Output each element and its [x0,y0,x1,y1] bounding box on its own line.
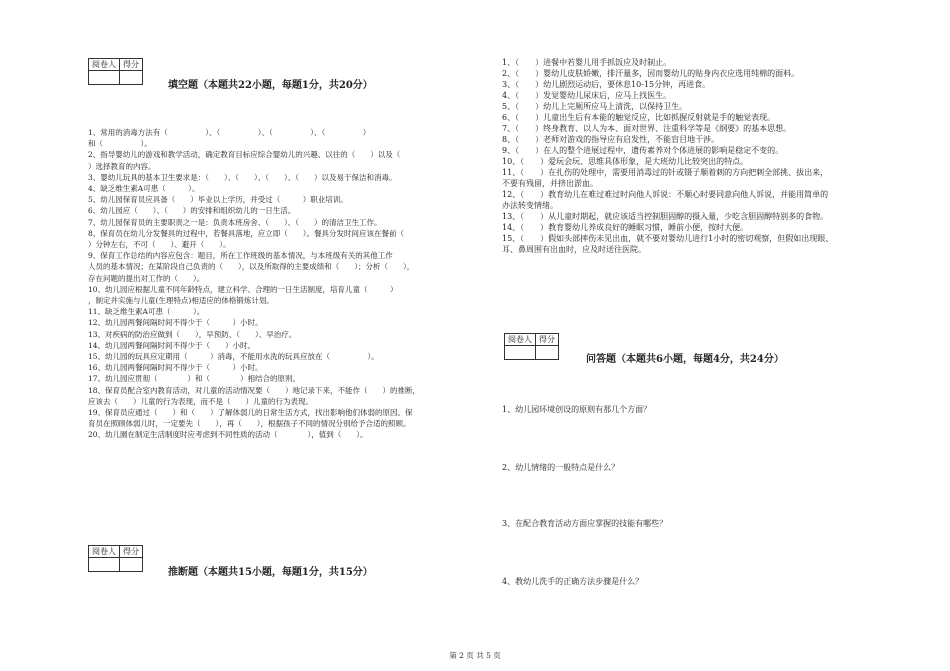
fill-line: 19、保育员应通过（ ）和（ ）了解体弱儿的日常生活方式，找出影响他们体弱的原因。保 [88,408,413,418]
fill-line: 4、缺乏维生素A可患（ ）。 [88,184,200,194]
fill-line: 17、幼儿园应贯彻（ ）和（ ）相结合的原则。 [88,374,301,384]
fill-line: 人员的基本情况；在某阶段自己负责的（ ），以及所取得的主要成绩和（ ）；分析（ ）， [88,262,415,272]
judge-line: 12、（ ）教育幼儿在难过难过时向他人诉说：不顺心时要同意向他人诉说，并能用简单的 [502,190,829,199]
judge-line: 10、（ ）爱玩会玩、思维具体形象，是大班幼儿比较突出的特点。 [502,157,749,166]
fill-line: 2、指导婴幼儿的游戏和教学活动，确定教育目标应综合婴幼儿的兴趣、以往的（ ）以及（ [88,150,401,160]
fill-line: 9、保育工作总结的内容应包含：题目，所在工作班级的基本情况，与本班级有关的其他工作 [88,251,393,261]
judge-question-list [502,57,914,255]
fill-line: 18、保育员配合室内教育活动，对儿童的活动情况要（ ）地记录下来，不能作（ ）的推断， [88,385,421,395]
grader-cell [505,346,536,360]
judge-line: 3、（ ）幼儿剧烈运动后，要休息10-15分钟，再进食。 [502,80,711,89]
fill-section-title: 填空题（本题共22小题，每题1分，共20分） [168,80,373,91]
fill-line: 11、缺乏维生素A可患（ ）。 [88,307,205,317]
score-table-judge [88,545,143,572]
grader-label: 阅卷人 [505,334,536,346]
judge-line: 1、（ ）进餐中若婴儿用手抓饭应及时制止。 [502,58,672,67]
essay-question: 1、幼儿园环境创设的原则有那几个方面？ [502,405,652,414]
fill-line: 20、幼儿園在制定生活制度时应考虑到不同性质的活动（ ），值到（ ）。 [88,430,368,440]
score-label: 得分 [120,546,143,558]
judge-line: 14、（ ）教育婴幼儿养成良好的睡眠习惯，睡前小便，按时大便。 [502,223,749,232]
essay-question: 4、教幼儿洗手的正确方法步骤是什么？ [502,577,644,586]
judge-line: 7、（ ）终身教育、以人为本、面对世界、注重科学等是《纲要》的基本思想。 [502,124,792,133]
judge-line: 不要有残留，并挤出淤血。 [502,179,598,188]
essay-question: 3、在配合教育活动方面应掌握的技能有哪些？ [502,519,668,528]
fill-line: 14、幼儿园两餐间隔时间不得少于（ ）小时。 [88,340,256,350]
essay-section-title: 问答题（本题共6小题，每题4分，共24分） [586,354,784,365]
fill-question-list [88,127,492,441]
fill-line: 7、幼儿园保育员的主要职责之一是：负责本班房舍、（ ）、（ ）的清洁卫生工作。 [88,217,382,227]
fill-line: 8、保育员在幼儿分发餐具的过程中，若餐具落地，应立即（ ）。餐具分发时间应该在餐前（ [88,228,405,238]
judge-line: 11、（ ）在扎伤的处理中，需要用消毒过的针或镊子顺着刺的方向把刺全部挑、拔出来， [502,168,829,177]
fill-line: 和（ ）。 [88,139,152,149]
fill-line: 10、幼儿园应根据儿童不同年龄特点，建立科学、合理的一日生活制度，培育儿童（ ） [88,284,398,294]
fill-line: 13、对疾病的防治应做到（ ），早预防、（ ）、早治疗。 [88,329,297,339]
fill-line: 存在问题的提出对工作的（ ）。 [88,273,205,283]
grader-label: 阅卷人 [89,59,120,71]
page-footer: 第 2 页 共 5 页 [449,651,501,660]
judge-section-title: 推断题（本题共15小题，每题1分，共15分） [168,567,373,578]
fill-line: 16、幼儿园两餐间隔时间不得少于（ ）小时。 [88,363,263,373]
judge-line: 耳、鼻周围有出血时，应及时送往医院。 [502,245,646,254]
judge-line: 15、（ ）假如头部摔伤未见出血，就不要对婴幼儿进行1小时的密切观察，但假如出现眼、 [502,234,834,243]
fill-line: 应该去（ ）儿童的行为表现，而不是（ ）儿童的行为表现。 [88,396,313,406]
fill-line: 12、幼儿园两餐间隔时间不得少于（ ）小时。 [88,318,263,328]
judge-line: 办法转变情绪。 [502,201,558,210]
fill-line: ）选择教育的内容。 [88,161,156,171]
judge-line: 9、（ ）在人的整个进展过程中，遗传素养对个体进展的影响是稳定不变的。 [502,146,784,155]
score-cell [120,558,143,572]
fill-line: 育员在照顾体弱儿时，一定要先（ ），再（ ），根据孩子不同的情况分别给予合适的照顾。 [88,419,411,429]
score-cell [536,346,559,360]
essay-question: 2、幼儿情绪的一般特点是什么？ [502,463,620,472]
judge-line: 5、（ ）幼儿上完厕所应马上清洗，以保持卫生。 [502,102,688,111]
score-label: 得分 [536,334,559,346]
judge-line: 6、（ ）儿童出生后有本能的触觉反应，比如抓握反射就是手的触觉表现。 [502,113,776,122]
judge-line: 4、（ ）发觉婴幼儿尿床后，应马上找医生。 [502,91,672,100]
fill-line: 5、幼儿园保育员应具备（ ）毕业以上学历，并受过（ ）职业培训。 [88,195,348,205]
judge-line: 2、（ ）婴幼儿皮肤娇嫩，排汗量多，因而婴幼儿的贴身内衣应选用纯棉的面料。 [502,69,800,78]
judge-line: 8、（ ）老师对游戏的指导应有启发性，不能盲目地干涉。 [502,135,720,144]
fill-line: 15、幼儿园的玩具应定期用（ ）消毒，不能用水洗的玩具应放在（ ）。 [88,352,379,362]
judge-line: 13、（ ）从儿童时期起，就应该适当控制胆固醇的摄入量，少吃含胆固醇特别多的食物。 [502,212,829,221]
fill-line: ）分钟左右，不可（ ）、避开（ ）。 [88,240,231,250]
score-label: 得分 [120,59,143,71]
fill-line: ，制定并实施与儿童(生理特点)相适应的体格锻炼计划。 [88,296,274,306]
grader-cell [89,71,120,85]
fill-line: 1、常用的消毒方法有（ ）、（ ）、（ ）、（ ） [88,128,371,137]
grader-cell [89,558,120,572]
fill-line: 6、幼儿园应（ ）、（ ）的安排和组织幼儿的一日生活。 [88,206,296,216]
score-cell [120,71,143,85]
score-table-fill [88,58,143,85]
score-table-essay [504,333,559,360]
grader-label: 阅卷人 [89,546,120,558]
fill-line: 3、婴幼儿玩具的基本卫生要求是：（ ）、（ ）、（ ）、（ ）以及易于保洁和消毒。 [88,172,397,182]
